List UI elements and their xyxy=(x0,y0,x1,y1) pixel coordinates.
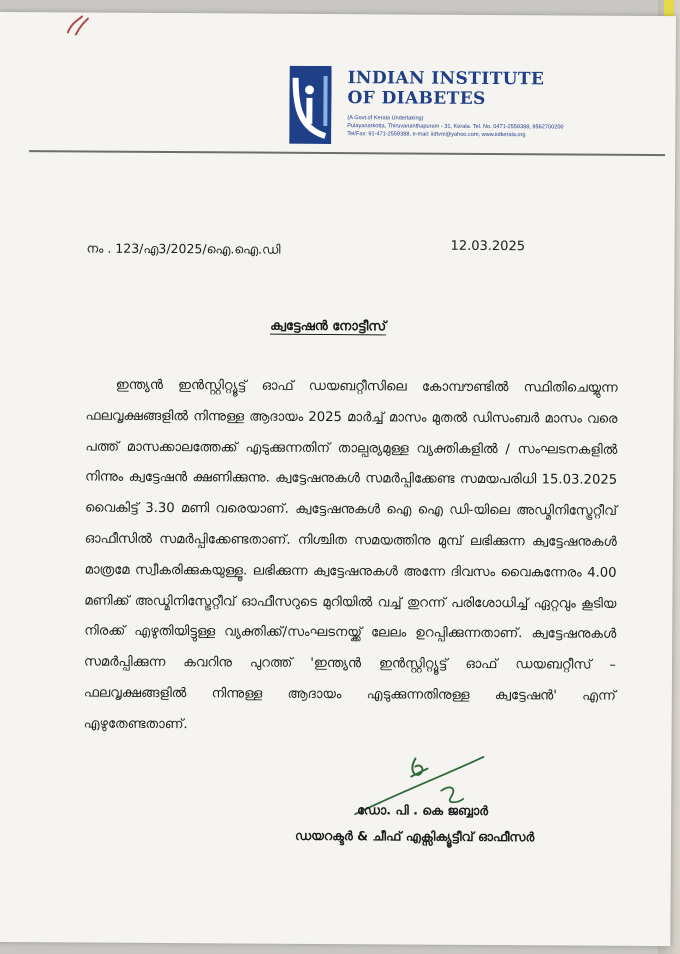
notice-body: ഇന്ത്യൻ ഇൻസ്റ്റിറ്റ്യൂട്ട് ഓഫ് ഡയബറ്റീസിലെ കോമ്പൗണ്ടിൽ സ്ഥിതിചെയ്യുന്ന ഫലവൃക്ഷങ്ങളിൽ നിന്നുള്ള ആദായം 2025 മാർച്ച് മാസം മുതൽ ഡിസംബർ മാസം വരെ പത്ത് മാസക്കാലത്തേക്ക് എടുക്കുന്നതിന് താല്പര്യമുള്ള വ്യക്തികളിൽ / സംഘടനകളിൽ നിന്നും ക്വട്ടേഷൻ ക്ഷണിക്കുന്നു. ക്വട്ടേഷനുകൾ സമർപ്പിക്കേണ്ട സമയപരിധി 15.03.2025 വൈകിട്ട് 3.30 മണി വരെയാണ്. ക്വട്ടേഷനുകൾ ഐ ഐ ഡി-യിലെ അഡ്മിനിസ്ട്രേറ്റീവ് ഓഫീസിൽ സമർപ്പിക്കേണ്ടതാണ്. നിശ്ചിത സമയത്തിനു മുമ്പ് ലഭിക്കുന്ന ക്വട്ടേഷനുകൾ മാത്രമേ സ്വീകരിക്കുകയുള്ളൂ. ലഭിക്കുന്ന ക്വട്ടേഷനുകൾ അന്നേ ദിവസം വൈകുന്നേരം 4.00 മണിക്ക് അഡ്മിനിസ്ട്രേറ്റീവ് ഓഫീസറുടെ മുറിയിൽ വച്ച് തുറന്ന് പരിശോധിച്ച് ഏറ്റവും കൂടിയ നിരക്ക് എഴുതിയിട്ടുള്ള വ്യക്തിക്ക്/സംഘടനയ്ക്ക് ലേലം ഉറപ്പിക്കുന്നതാണ്. ക്വട്ടേഷനുകൾ സമർപ്പിക്കുന്ന കവറിനു പുറത്ത് 'ഇന്ത്യൻ ഇൻസ്റ്റിറ്റ്യൂട്ട് ഓഫ് ഡയബറ്റീസ് – ഫലവൃക്ഷങ്ങളിൽ നിന്നുള്ള ആദായം എടുക്കുന്നതിനുള്ള ക്വട്ടേഷൻ' എന്ന് എഴുതേണ്ടതാണ്. xyxy=(83,377,618,732)
signer-designation: ഡയറക്ടർ & ചീഫ് എക്സിക്യൂട്ടീവ് ഓഫീസർ xyxy=(294,827,535,845)
iid-logo-icon xyxy=(289,66,331,144)
letter-page xyxy=(0,12,676,946)
undertaking-text: (A Govt.of Kerala Undertaking) xyxy=(347,115,424,122)
address-text: Pulayanarkotta, Thiruvananthapuram - 31, Kerala. Tel. No. 0471-2559388, 9562700200 xyxy=(347,123,564,131)
institute-name-line1: INDIAN INSTITUTE xyxy=(347,68,545,90)
institute-name-line2: OF DIABETES xyxy=(347,88,486,109)
pen-mark-icon xyxy=(62,12,102,38)
letterhead-divider xyxy=(29,150,665,155)
institute-name xyxy=(347,68,544,109)
letterhead-details xyxy=(347,114,627,140)
signer-name: ഡോ. പി . കെ ജബ്ബാർ xyxy=(357,802,489,818)
reference-number: നം . 123/എ3/2025/ഐ.ഐ.ഡി xyxy=(86,240,281,257)
contact-text: Tel/Fax: 91-471-2559388, e-mail: iidtvm@yahoo.com, www.iidkerala.org xyxy=(347,131,526,139)
notice-title: ക്വട്ടേഷൻ നോട്ടീസ് xyxy=(270,318,387,335)
letter-date: 12.03.2025 xyxy=(450,238,526,255)
